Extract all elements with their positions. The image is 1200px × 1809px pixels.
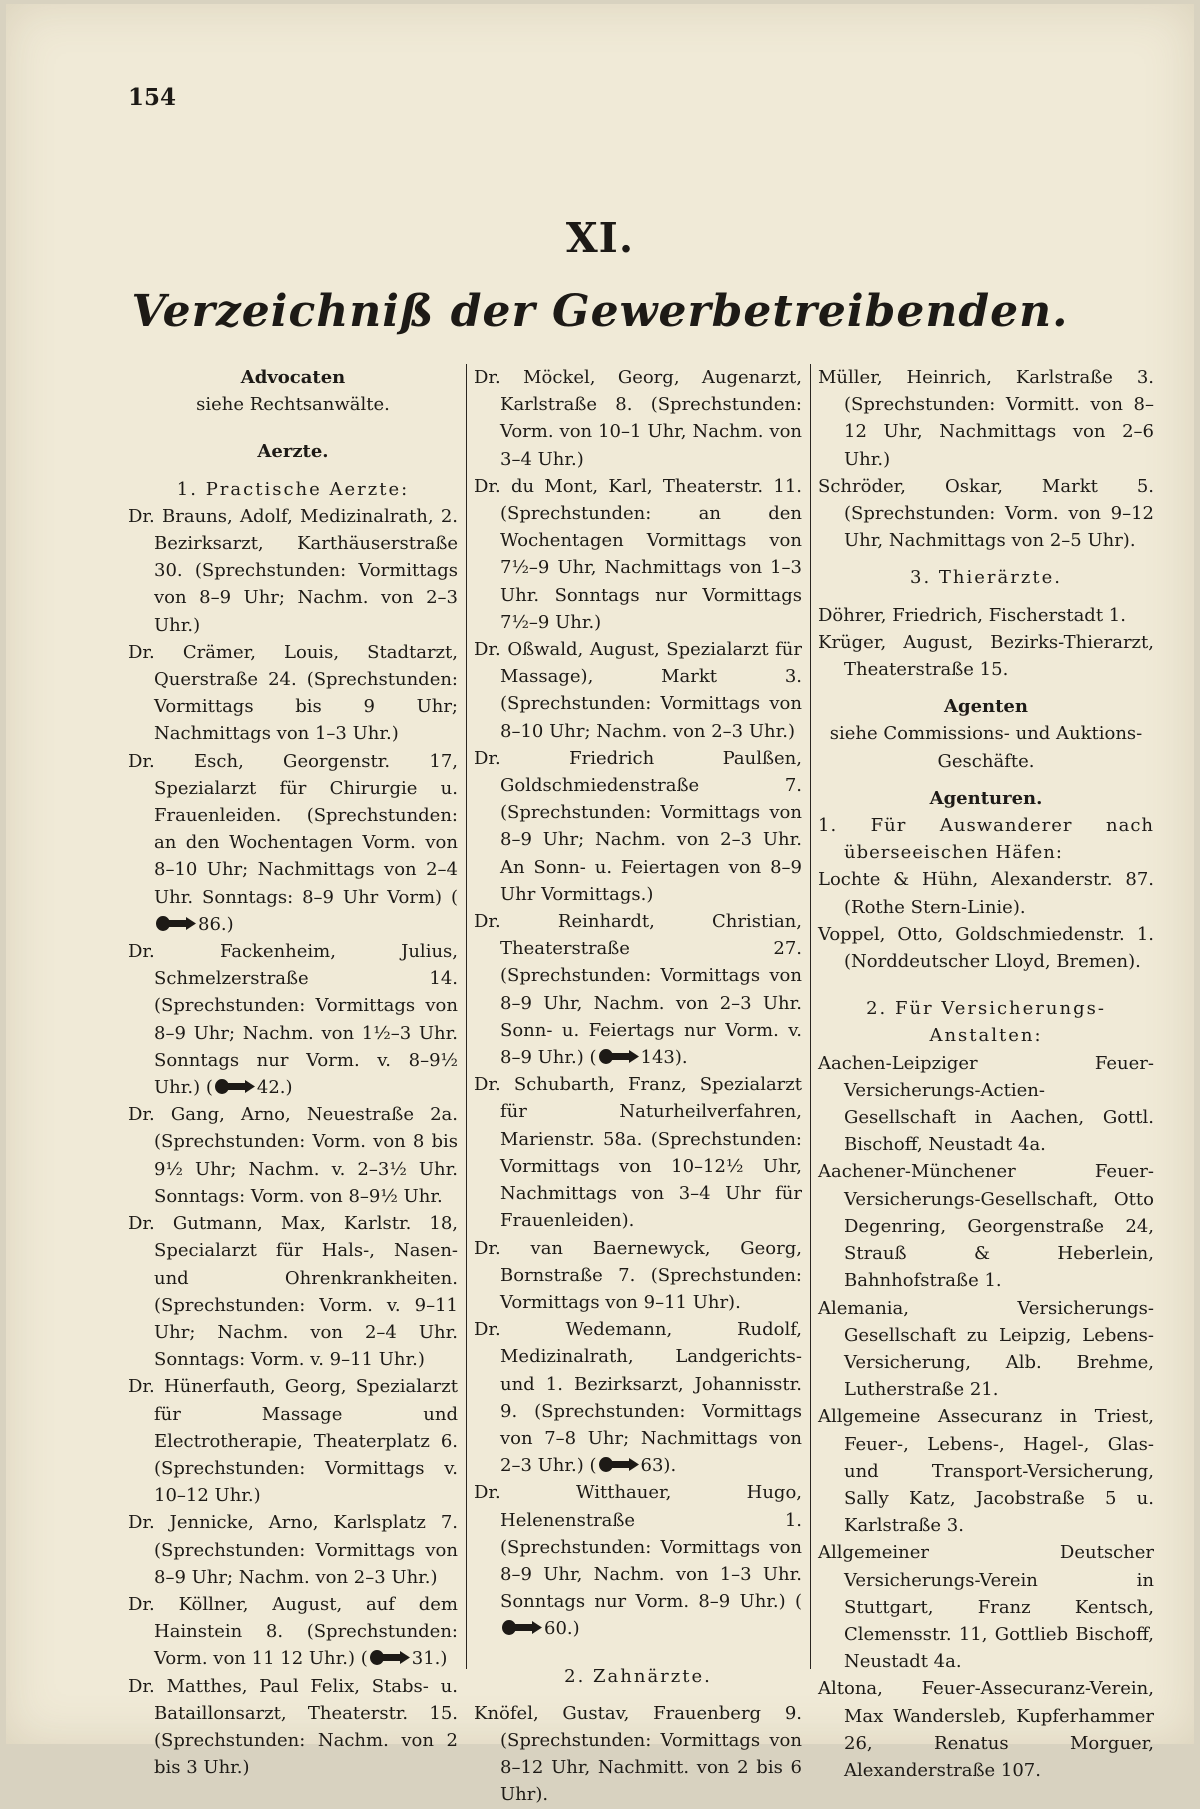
directory-entry: Dr. Crämer, Louis, Stadtarzt, Querstraße 24. (Sprechstunden: Vormittags bis 9 Uhr; Nachmittags von 1–3 Uhr.) [128, 641, 458, 745]
directory-entry: Alemania, Versicherungs-Gesellschaft zu Leipzig, Lebens-Versicherung, Alb. Brehme, Lutherstraße 21. [818, 1297, 1154, 1401]
subsection-heading: 1. Für Auswanderer nach überseeischen Häfen: [818, 815, 1154, 864]
subsection-heading: 2. Für Versicherungs-Anstalten: [866, 998, 1106, 1047]
directory-entry: Dr. Köllner, August, auf dem Hainstein 8. (Sprechstunden: Vorm. von 11 12 Uhr.) ( 31.) [128, 1593, 458, 1670]
directory-entry: Dr. Schubarth, Franz, Spezialarzt für Naturheilverfahren, Marienstr. 58a. (Sprechstunden: Vormittags von 10–12½ Uhr, Nachmittags von 3–4 Uhr für Frauenleiden). [474, 1074, 802, 1232]
telephone-icon [214, 1078, 256, 1095]
directory-entry: Dr. Oßwald, August, Spezialarzt für Massage), Markt 3. (Sprechstunden: Vormittags von 8–10 Uhr; Nachm. von 2–3 Uhr.) [474, 639, 802, 742]
directory-entry: Lochte & Hühn, Alexanderstr. 87. (Rothe Stern-Linie). [818, 869, 1154, 918]
directory-entry: Aachen-Leipziger Feuer-Versicherungs-Actien-Gesellschaft in Aachen, Gottl. Bischoff, Neustadt 4a. [818, 1052, 1154, 1156]
column-2 [474, 364, 802, 1809]
directory-entry: Altona, Feuer-Assecuranz-Verein, Max Wandersleb, Kupferhammer 26, Renatus Morguer, Alexanderstraße 107. [818, 1678, 1154, 1781]
telephone-icon [501, 1619, 543, 1636]
directory-entry: Allgemeine Assecuranz in Triest, Feuer-, Lebens-, Hagel-, Glas- und Transport-Versicherung, Sally Katz, Jacobstraße 5 u. Karlstraße 3. [818, 1406, 1154, 1537]
directory-entry: Dr. Wedemann, Rudolf, Medizinalrath, Landgerichts- und 1. Bezirksarzt, Johannisstr. 9. (Sprechstunden: Vormittags von 7–8 Uhr; Nachmittags von 2–3 Uhr.) ( 63). [474, 1319, 802, 1477]
section-heading-agenten: Agenten [944, 696, 1028, 718]
directory-entry: Dr. Brauns, Adolf, Medizinalrath, 2. Bezirksarzt, Karthäuserstraße 30. (Sprechstunden: Vormittags von 8–9 Uhr; Nachm. von 2–3 Uhr.) [128, 505, 458, 636]
directory-entry: Aachener-Münchener Feuer-Versicherungs-Gesellschaft, Otto Degenring, Georgenstraße 24, Strauß & Heberlein, Bahnhofstraße 1. [818, 1161, 1154, 1292]
directory-entry: Allgemeiner Deutscher Versicherungs-Verein in Stuttgart, Franz Kentsch, Clemensstr. 11, Gottlieb Bischoff, Neustadt 4a. [818, 1542, 1154, 1673]
directory-entry: Dr. Hünerfauth, Georg, Spezialarzt für Massage und Electrotherapie, Theaterplatz 6. (Sprechstunden: Vormittags v. 10–12 Uhr.) [128, 1376, 458, 1507]
cross-reference: siehe Rechtsanwälte. [196, 394, 390, 416]
chapter-title: Verzeichniß der Gewerbetreibenden. [131, 286, 1069, 337]
directory-entry: Döhrer, Friedrich, Fischerstadt 1. [818, 604, 1126, 626]
directory-entry: Dr. Möckel, Georg, Augenarzt, Karlstraße 8. (Sprechstunden: Vorm. von 10–1 Uhr, Nachm. von 3–4 Uhr.) [474, 367, 802, 470]
directory-entry: Müller, Heinrich, Karlstraße 3. (Sprechstunden: Vormitt. von 8–12 Uhr, Nachmittags von 2–6 Uhr.) [818, 367, 1154, 470]
column-divider [810, 364, 811, 1669]
directory-entry: Dr. Gutmann, Max, Karlstr. 18, Specialarzt für Hals-, Nasen- und Ohrenkrankheiten. (Sprechstunden: Vorm. v. 9–11 Uhr; Nachm. von 2–4 Uhr. Sonntags: Vorm. v. 9–11 Uhr.) [128, 1213, 458, 1371]
telephone-icon [598, 1048, 640, 1065]
directory-entry: Dr. Esch, Georgenstr. 17, Spezialarzt für Chirurgie u. Frauenleiden. (Sprechstunden: an den Wochentagen Vorm. von 8–10 Uhr; Nachmittags von 2–4 Uhr. Sonntags: 8–9 Uhr Vorm) (86.) [128, 750, 458, 935]
directory-entry: Dr. Friedrich Paulßen, Goldschmiedenstraße 7. (Sprechstunden: Vormittags von 8–9 Uhr; Nachm. von 2–3 Uhr. An Sonn- u. Feiertagen von 8–9 Uhr Vormittags.) [474, 747, 802, 905]
directory-entry: Schröder, Oskar, Markt 5. (Sprechstunden: Vorm. von 9–12 Uhr, Nachmittags von 2–5 Uhr). [818, 475, 1154, 552]
subsection-heading: 3. Thierärzte. [910, 567, 1062, 589]
section-heading-aerzte: Aerzte. [257, 441, 329, 463]
subsection-heading: 2. Zahnärzte. [564, 1665, 712, 1687]
directory-entry: Dr. Gang, Arno, Neuestraße 2a. (Sprechstunden: Vorm. von 8 bis 9½ Uhr; Nachm. v. 2–3½ Uhr. Sonntags: Vorm. von 8–9½ Uhr. [128, 1104, 458, 1207]
section-heading-agenturen: Agenturen. [929, 787, 1043, 809]
directory-entry: Krüger, August, Bezirks-Thierarzt, Theaterstraße 15. [818, 631, 1154, 681]
column-1 [128, 364, 458, 1781]
telephone-icon [598, 1456, 640, 1473]
directory-entry: Dr. du Mont, Karl, Theaterstr. 11. (Sprechstunden: an den Wochentagen Vormittags von 7½–9 Uhr, Nachmittags von 1–3 Uhr. Sonntags nur Vormittags 7½–9 Uhr.) [474, 475, 802, 633]
telephone-icon [369, 1649, 411, 1666]
column-3 [818, 364, 1154, 1784]
directory-entry: Dr. Witthauer, Hugo, Helenenstraße 1. (Sprechstunden: Vormittags von 8–9 Uhr, Nachm. von 1–3 Uhr. Sonntags nur Vorm. 8–9 Uhr.) (60.) [474, 1482, 802, 1640]
section-heading-advocaten: Advocaten [240, 367, 346, 388]
column-divider [466, 364, 467, 1669]
chapter-number: XI. [565, 214, 635, 262]
telephone-icon [155, 915, 197, 932]
page-number: 154 [128, 84, 177, 111]
directory-entry: Dr. Reinhardt, Christian, Theaterstraße 27. (Sprechstunden: Vormittags von 8–9 Uhr, Nachm. von 2–3 Uhr. Sonn- u. Feiertags nur Vorm. v. 8–9 Uhr.) ( 143). [474, 911, 802, 1069]
directory-entry: Dr. Jennicke, Arno, Karlsplatz 7. (Sprechstunden: Vormittags von 8–9 Uhr; Nachm. von 2–3 Uhr.) [128, 1512, 458, 1588]
directory-entry: Knöfel, Gustav, Frauenberg 9. (Sprechstunden: Vormittags von 8–12 Uhr, Nachmitt. von 2 bis 6 Uhr). [474, 1702, 802, 1806]
directory-entry: Dr. Fackenheim, Julius, Schmelzerstraße 14. (Sprechstunden: Vormittags von 8–9 Uhr; Nachm. von 1½–3 Uhr. Sonntags nur Vorm. v. 8–9½ Uhr.) ( 42.) [128, 941, 458, 1099]
subsection-heading: 1. Practische Aerzte: [176, 478, 410, 500]
cross-reference: siehe Commissions- und Auktions-Geschäfte. [829, 723, 1143, 772]
book-page [6, 4, 1194, 1806]
directory-entry: Dr. van Baernewyck, Georg, Bornstraße 7. (Sprechstunden: Vormittags von 9–11 Uhr). [474, 1237, 802, 1313]
directory-entry: Dr. Matthes, Paul Felix, Stabs- u. Bataillonsarzt, Theaterstr. 15. (Sprechstunden: Nachm. von 2 bis 3 Uhr.) [128, 1675, 458, 1779]
directory-entry: Voppel, Otto, Goldschmiedenstr. 1. (Norddeutscher Lloyd, Bremen). [818, 923, 1154, 973]
